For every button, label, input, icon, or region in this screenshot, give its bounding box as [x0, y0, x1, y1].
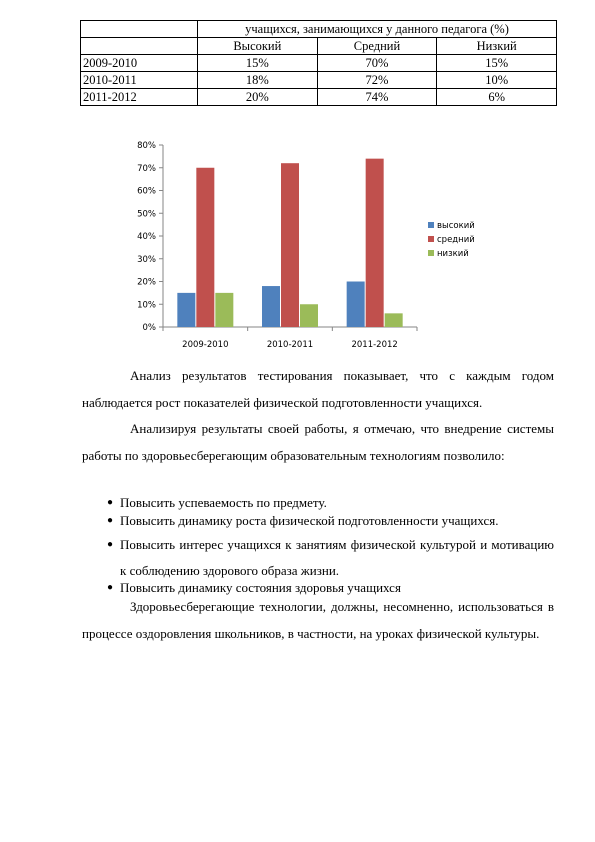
bar-низкий-2011-2012: [385, 313, 403, 327]
table-column-header: Низкий: [437, 38, 557, 55]
y-tick-label: 60%: [137, 186, 156, 197]
table-cell: 6%: [437, 89, 557, 106]
list-item-text: Повысить интерес учащихся к занятиям физической культурой и мотивацию к соблюдению здорового образа жизни.: [120, 537, 554, 578]
bar-высокий-2009-2010: [177, 293, 195, 327]
table-cell-year: 2011-2012: [81, 89, 198, 106]
y-tick-label: 10%: [137, 300, 156, 311]
paragraph-analysis: Анализ результатов тестирования показывает, что с каждым годом наблюдается рост показателей физической подготовленности учащихся.: [82, 368, 554, 410]
bullet-icon: ●: [107, 539, 114, 550]
table-cell: 20%: [198, 89, 318, 106]
table-cell: 72%: [317, 72, 437, 89]
bar-низкий-2009-2010: [215, 293, 233, 327]
paragraph-results: Анализируя результаты своей работы, я отмечаю, что внедрение системы работы по здоровьесберегающим образовательным технологиям позволило:: [82, 421, 554, 463]
y-tick-label: 40%: [137, 232, 156, 242]
list-item: [82, 532, 554, 584]
legend-swatch: [428, 236, 434, 242]
x-tick-label: 2010-2011: [266, 340, 314, 350]
list-item: [82, 512, 554, 530]
table-row: [81, 89, 557, 106]
y-tick-label: 70%: [137, 163, 156, 174]
y-tick-label: 30%: [137, 254, 156, 265]
legend-swatch: [428, 250, 434, 256]
table-corner-cell: [81, 21, 198, 38]
table-cell: 70%: [317, 55, 437, 72]
table-column-header: Высокий: [198, 38, 318, 55]
y-tick-label: 0%: [142, 323, 156, 333]
table-cell-year: 2009-2010: [81, 55, 198, 72]
y-tick-label: 80%: [137, 141, 156, 151]
table-cell: 74%: [317, 89, 437, 106]
bullet-icon: ●: [107, 497, 114, 508]
bullet-icon: ●: [107, 582, 114, 593]
x-tick-label: 2009-2010: [182, 340, 229, 350]
table-cell: 15%: [437, 55, 557, 72]
y-tick-label: 50%: [137, 209, 156, 220]
table-row: [81, 55, 557, 72]
legend-label: средний: [437, 235, 475, 245]
table-cell-year: 2010-2011: [81, 72, 198, 89]
x-tick-label: 2011-2012: [351, 340, 398, 350]
table-header-top: учащихся, занимающихся у данного педагога (%): [198, 21, 557, 38]
bar-средний-2011-2012: [366, 159, 384, 327]
legend-swatch: [428, 222, 434, 228]
table-corner-cell: [81, 38, 198, 55]
paragraph-conclusion: Здоровьесберегающие технологии, должны, несомненно, использоваться в процессе оздоровления школьников, в частности, на уроках физической культуры.: [82, 599, 554, 641]
bullet-icon: ●: [107, 515, 114, 526]
bar-средний-2010-2011: [281, 163, 299, 327]
table-row: [81, 72, 557, 89]
list-item-text: Повысить успеваемость по предмету.: [120, 495, 327, 510]
bar-высокий-2010-2011: [262, 286, 280, 327]
table-column-header: Средний: [317, 38, 437, 55]
bar-низкий-2010-2011: [300, 304, 318, 327]
table-cell: 15%: [198, 55, 318, 72]
list-item-text: Повысить динамику состояния здоровья учащихся: [120, 580, 401, 595]
y-tick-label: 20%: [137, 277, 156, 288]
list-item: [82, 494, 554, 512]
results-table: [80, 20, 557, 106]
bar-chart: [125, 132, 515, 357]
legend-label: высокий: [437, 221, 475, 231]
table-cell: 10%: [437, 72, 557, 89]
list-item-text: Повысить динамику роста физической подготовленности учащихся.: [120, 513, 499, 528]
table-cell: 18%: [198, 72, 318, 89]
bar-высокий-2011-2012: [347, 282, 365, 328]
bar-средний-2009-2010: [196, 168, 214, 327]
bullet-list: [82, 494, 554, 597]
legend-label: низкий: [437, 249, 469, 259]
